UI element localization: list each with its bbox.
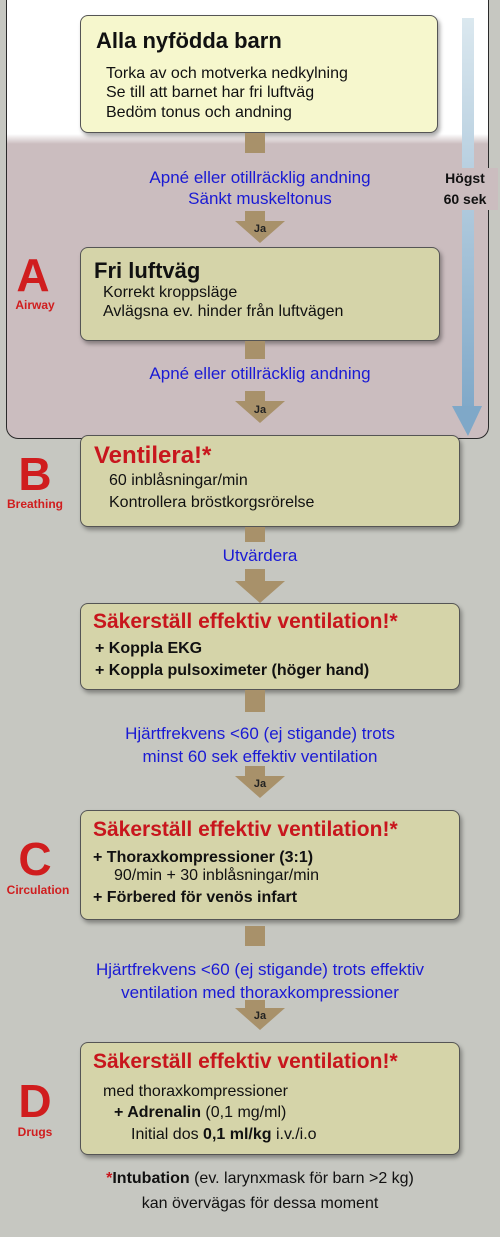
airway-box [80, 247, 440, 341]
timer-line-2: 60 sek [443, 191, 487, 207]
time-arrow-icon [452, 18, 482, 438]
newborn-line-2: Se till att barnet har fri luftväg [106, 84, 315, 101]
drugs-line-2 [114, 1104, 286, 1122]
footnote [30, 1166, 490, 1216]
drugs-adrenalin-conc: (0,1 mg/ml) [200, 1104, 287, 1121]
ventilation-box [80, 603, 460, 690]
condition-4 [40, 958, 480, 1004]
breathing-line-1: 60 inblåsningar/min [109, 472, 248, 489]
arrow-3 [235, 527, 285, 607]
condition-4-line-2: ventilation med thoraxkompressioner [121, 983, 399, 1002]
evaluate-label: Utvärdera [222, 546, 298, 565]
airway-title: Fri luftväg [94, 258, 201, 283]
condition-3-line-2: minst 60 sek effektiv ventilation [142, 747, 378, 766]
ventilation-line-1: + Koppla EKG [95, 640, 203, 657]
letter-b-label: Breathing [6, 497, 63, 511]
arrow-4-label: Ja [253, 778, 267, 790]
arrow-2 [235, 341, 285, 431]
arrow-5-label: Ja [253, 1010, 267, 1022]
timer-label [432, 168, 498, 210]
condition-4-line-1: Hjärtfrekvens <60 (ej stigande) trots effektiv [95, 960, 425, 979]
footnote-line-2: kan övervägas för dessa moment [141, 1195, 379, 1212]
newborn-line-3: Bedöm tonus och andning [106, 104, 292, 121]
letter-a: A [16, 249, 50, 301]
drugs-dose-pre: Initial dos [131, 1126, 204, 1143]
timer-line-1: Högst [445, 170, 485, 186]
footnote-star: * [106, 1170, 113, 1187]
letter-b: B [18, 448, 52, 500]
breathing-title: Ventilera!* [94, 442, 212, 469]
arrow-2-label: Ja [253, 404, 267, 416]
airway-line-2: Avlägsna ev. hinder från luftvägen [103, 303, 344, 320]
drugs-line-1: med thoraxkompressioner [103, 1083, 288, 1100]
circulation-line-3: + Förbered för venös infart [93, 889, 298, 906]
circulation-line-1: + Thoraxkompressioner (3:1) [93, 849, 314, 866]
condition-1-line-1: Apné eller otillräcklig andning [149, 168, 371, 187]
arrow-1-label: Ja [253, 223, 267, 235]
letter-d-label: Drugs [17, 1125, 53, 1139]
footnote-line-1 [30, 1166, 490, 1191]
drugs-title: Säkerställ effektiv ventilation!* [93, 1050, 398, 1073]
ventilation-line-2: + Koppla pulsoximeter (höger hand) [95, 662, 370, 679]
drugs-box [80, 1042, 460, 1155]
letter-a-label: Airway [15, 298, 55, 312]
letter-c-label: Circulation [6, 883, 70, 897]
circulation-box [80, 810, 460, 920]
circulation-line-2: 90/min + 30 inblåsningar/min [114, 867, 320, 884]
footnote-intubation: Intubation [112, 1170, 190, 1187]
drugs-line-3 [131, 1126, 317, 1144]
breathing-line-2: Kontrollera bröstkorgsrörelse [109, 494, 315, 511]
drugs-route: i.v./i.o [271, 1126, 317, 1143]
airway-line-1: Korrekt kroppsläge [103, 284, 238, 301]
condition-1-line-2: Sänkt muskeltonus [188, 189, 332, 208]
condition-3-line-1: Hjärtfrekvens <60 (ej stigande) trots [125, 724, 395, 743]
condition-3 [60, 722, 460, 768]
condition-2: Apné eller otillräcklig andning [149, 364, 371, 383]
letter-c: C [18, 833, 52, 885]
newborn-line-1: Torka av och motverka nedkylning [106, 65, 348, 82]
drugs-dose: 0,1 ml/kg [203, 1126, 272, 1143]
condition-1 [80, 167, 440, 209]
circulation-title: Säkerställ effektiv ventilation!* [93, 818, 398, 841]
letter-d: D [18, 1075, 52, 1127]
newborn-title: Alla nyfödda barn [96, 28, 282, 53]
newborn-box [80, 15, 438, 133]
footnote-rest: (ev. larynxmask för barn >2 kg) [189, 1170, 414, 1187]
ventilation-title: Säkerställ effektiv ventilation!* [93, 610, 398, 633]
drugs-adrenalin: + Adrenalin [114, 1104, 201, 1121]
breathing-box [80, 435, 460, 527]
